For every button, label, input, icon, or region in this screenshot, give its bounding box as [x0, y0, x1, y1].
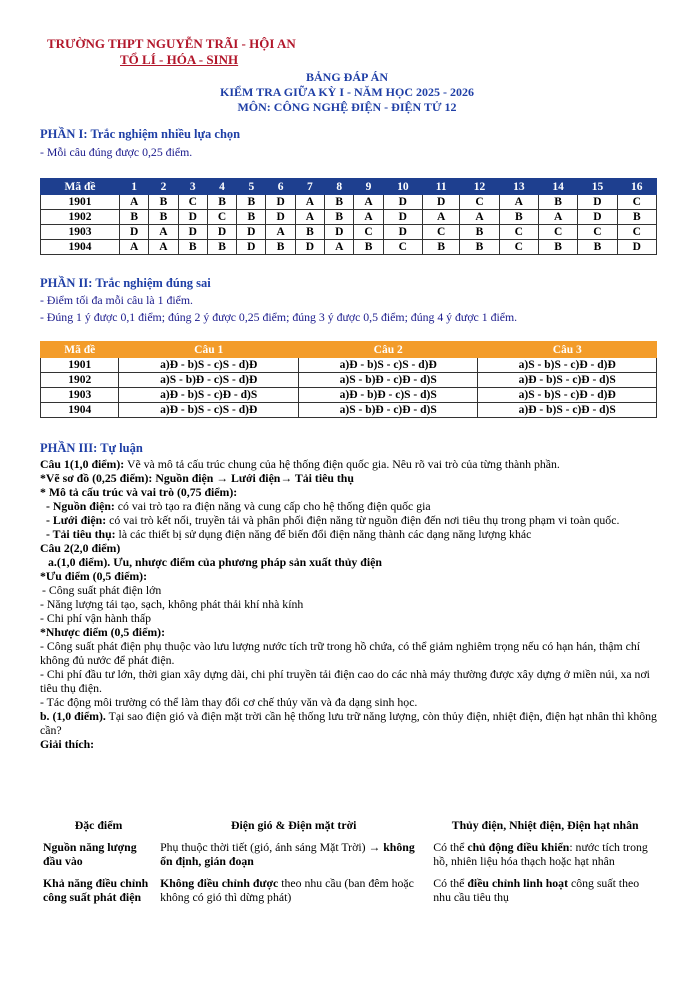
- r1c3-text-a: Có thể: [433, 840, 468, 854]
- part1-answer-cell: A: [422, 210, 459, 225]
- part2-note-1: - Điểm tối đa mỗi câu là 1 điểm.: [40, 293, 193, 307]
- part1-answer-cell: D: [237, 225, 266, 240]
- part1-header-cell: 9: [354, 179, 383, 195]
- part1-answer-cell: A: [354, 210, 383, 225]
- part2-answer-cell: a)S - b)Đ - c)Đ - d)S: [298, 373, 478, 388]
- part2-answer-cell: a)S - b)Đ - c)Đ - d)S: [298, 403, 478, 418]
- comparison-row-input: [40, 838, 660, 874]
- r1c2-text: Phụ thuộc thời tiết (gió, ánh sáng Mặt Trời) →: [160, 840, 384, 854]
- part1-answer-cell: C: [499, 240, 538, 255]
- part1-header-cell: 2: [149, 179, 178, 195]
- q1-diagram: *Vẽ sơ đồ (0,25 điểm): Nguồn điện → Lưới điện→ Tải tiêu thụ: [40, 471, 354, 485]
- q1-grid-label: - Lưới điện:: [46, 513, 107, 527]
- comparison-header-row: [40, 816, 660, 838]
- part1-header-row: [41, 179, 657, 195]
- part1-header-cell: 4: [207, 179, 236, 195]
- part1-answer-cell: C: [178, 195, 207, 210]
- part1-answer-cell: A: [295, 195, 324, 210]
- part1-answer-cell: B: [207, 195, 236, 210]
- comparison-header-conventional: Thủy điện, Nhiệt điện, Điện hạt nhân: [451, 818, 639, 832]
- disadvantage-1: - Công suất phát điện phụ thuộc vào lưu lượng nước tích trữ trong hồ chứa, có thể giảm nghiêm trọng nếu có hạn hán, thậm chí không đủ nước để phát điện.: [40, 639, 641, 667]
- advantages-title: *Ưu điểm (0,5 điểm):: [40, 569, 148, 583]
- exam-title: KIỂM TRA GIỮA KỲ I - NĂM HỌC 2025 - 2026: [219, 85, 474, 99]
- part1-answer-cell: C: [538, 225, 577, 240]
- department-name: TỔ LÍ - HÓA - SINH: [120, 52, 239, 67]
- part1-answer-cell: C: [460, 195, 499, 210]
- q2b-label: b. (1,0 điểm).: [40, 709, 106, 723]
- part1-answer-cell: D: [383, 195, 422, 210]
- part1-answer-cell: A: [499, 195, 538, 210]
- part2-row: [41, 388, 657, 403]
- part1-note: - Mỗi câu đúng được 0,25 điểm.: [40, 145, 193, 159]
- part2-answer-cell: a)Đ - b)S - c)S - d)Đ: [298, 358, 478, 373]
- part1-answer-cell: A: [266, 225, 295, 240]
- part1-answer-cell: D: [207, 225, 236, 240]
- r1c3-text-c: : nước tích trong hồ, nhiên liệu hóa thạch hoặc hạt nhân: [433, 840, 648, 868]
- advantage-1: - Công suất phát điện lớn: [42, 583, 162, 597]
- part2-answer-cell: a)Đ - b)S - c)Đ - d)S: [119, 388, 299, 403]
- part2-answer-cell: a)S - b)S - c)Đ - d)Đ: [478, 358, 657, 373]
- r2c3-bold: điều chỉnh linh hoạt: [467, 876, 569, 890]
- part1-answer-cell: D: [178, 225, 207, 240]
- part1-answer-cell: D: [383, 225, 422, 240]
- part1-answer-cell: A: [295, 210, 324, 225]
- part2-title: PHẦN II: Trắc nghiệm đúng sai: [40, 276, 211, 290]
- part1-answer-cell: B: [178, 240, 207, 255]
- part1-answer-cell: B: [538, 240, 577, 255]
- part1-answer-cell: A: [120, 240, 149, 255]
- part1-answer-cell: D: [266, 210, 295, 225]
- q1-load-text: là các thiết bị sử dụng điện năng để biến đổi điện năng thành các dạng năng lượng khác: [115, 527, 532, 541]
- part2-exam-code: 1901: [41, 358, 119, 373]
- part1-answer-cell: B: [237, 195, 266, 210]
- part1-answer-cell: B: [538, 195, 577, 210]
- school-name: TRƯỜNG THPT NGUYỄN TRÃI - HỘI AN: [47, 36, 296, 51]
- q2b-text: Tại sao điện gió và điện mặt trời cần hệ thống lưu trữ năng lượng, còn thủy điện, nhiệt điện, điện hạt nhân thì không cần?: [40, 709, 657, 737]
- part2-note-2: - Đúng 1 ý được 0,1 điểm; đúng 2 ý được 0,25 điểm; đúng 3 ý được 0,5 điểm; đúng 4 ý được 1 điểm.: [40, 310, 518, 324]
- part1-row: [41, 210, 657, 225]
- part2-answer-table: [40, 341, 657, 418]
- part1-answer-cell: A: [149, 240, 178, 255]
- part1-answer-cell: B: [120, 210, 149, 225]
- part1-answer-cell: D: [578, 195, 617, 210]
- part1-answer-cell: B: [149, 210, 178, 225]
- part1-answer-cell: C: [617, 195, 656, 210]
- part1-title: PHẦN I: Trắc nghiệm nhiều lựa chọn: [40, 127, 241, 141]
- part1-row: [41, 240, 657, 255]
- part1-answer-cell: D: [295, 240, 324, 255]
- part2-answer-cell: a)Đ - b)Đ - c)S - d)S: [298, 388, 478, 403]
- part1-row: [41, 195, 657, 210]
- part2-answer-cell: a)S - b)S - c)Đ - d)Đ: [478, 388, 657, 403]
- q2a-title: a.(1,0 điểm). Ưu, nhược điểm của phương pháp sản xuất thủy điện: [48, 555, 382, 569]
- part2-answer-cell: a)Đ - b)S - c)S - d)Đ: [119, 403, 299, 418]
- part3-title: PHẦN III: Tự luận: [40, 441, 143, 455]
- part1-answer-cell: B: [207, 240, 236, 255]
- part2-row: [41, 358, 657, 373]
- part1-answer-cell: D: [120, 225, 149, 240]
- part1-answer-cell: C: [207, 210, 236, 225]
- part2-row: [41, 373, 657, 388]
- part1-exam-code: 1904: [41, 240, 120, 255]
- part1-header-cell: 15: [578, 179, 617, 195]
- part1-answer-cell: D: [237, 240, 266, 255]
- q1-load-label: - Tải tiêu thụ:: [46, 527, 116, 541]
- q1-source-text: có vai trò tạo ra điện năng và cung cấp cho hệ thống điện quốc gia: [114, 499, 431, 513]
- part1-answer-cell: A: [149, 225, 178, 240]
- r1c3-bold: chủ động điều khiển: [467, 840, 570, 854]
- part1-answer-cell: C: [422, 225, 459, 240]
- part1-answer-cell: B: [325, 210, 354, 225]
- comparison-row-adjust-renewable: [157, 874, 430, 910]
- part1-header-cell: 11: [422, 179, 459, 195]
- comparison-header-renewable: Điện gió & Điện mặt trời: [230, 818, 357, 832]
- r2c2-bold: Không điều chỉnh được: [160, 876, 279, 890]
- r1c2-bold: không ổn định, gián đoạn: [160, 840, 415, 868]
- subject-title: MÔN: CÔNG NGHỆ ĐIỆN - ĐIỆN TỬ 12: [237, 100, 457, 114]
- part1-answer-cell: D: [325, 225, 354, 240]
- part2-row: [41, 403, 657, 418]
- part2-header-cell: Câu 3: [478, 342, 657, 358]
- part2-answer-cell: a)Đ - b)S - c)Đ - d)S: [478, 373, 657, 388]
- part1-exam-code: 1901: [41, 195, 120, 210]
- part1-answer-cell: C: [383, 240, 422, 255]
- part1-answer-cell: D: [383, 210, 422, 225]
- part3-content: [40, 457, 660, 751]
- q2-label: Câu 2(2,0 điểm): [40, 541, 121, 555]
- part1-answer-cell: B: [460, 225, 499, 240]
- part1-header-cell: 14: [538, 179, 577, 195]
- comparison-row-adjust: [40, 874, 660, 910]
- part1-answer-cell: B: [325, 195, 354, 210]
- part2-header-cell: Câu 1: [119, 342, 299, 358]
- part1-header-cell: 8: [325, 179, 354, 195]
- disadvantage-2: - Chi phí đầu tư lớn, thời gian xây dựng dài, chi phí truyền tải điện cao do các nhà máy thường được xây dựng ở miền núi, xa nơi tiêu thụ điện.: [40, 667, 650, 695]
- part1-header-cell: 6: [266, 179, 295, 195]
- part1-header-cell: 1: [120, 179, 149, 195]
- q1-structure: * Mô tả cấu trúc và vai trò (0,75 điểm):: [40, 485, 238, 499]
- comparison-row-input-renewable: [157, 838, 430, 874]
- comparison-row-adjust-conventional: [430, 874, 660, 910]
- part1-answer-cell: B: [578, 240, 617, 255]
- part1-header-cell: 12: [460, 179, 499, 195]
- doc-title: BẢNG ĐÁP ÁN: [305, 70, 388, 84]
- part1-header-cell: 5: [237, 179, 266, 195]
- part1-answer-cell: B: [499, 210, 538, 225]
- part1-answer-cell: C: [617, 225, 656, 240]
- part1-answer-table: [40, 178, 657, 255]
- part1-answer-cell: A: [460, 210, 499, 225]
- part1-answer-cell: D: [578, 210, 617, 225]
- part1-answer-cell: D: [178, 210, 207, 225]
- part2-exam-code: 1904: [41, 403, 119, 418]
- part1-answer-cell: A: [325, 240, 354, 255]
- r2c3-text-c: công suất theo nhu cầu tiêu thụ: [433, 876, 640, 904]
- part1-answer-cell: A: [354, 195, 383, 210]
- part1-exam-code: 1902: [41, 210, 120, 225]
- comparison-table: [40, 816, 660, 910]
- q1-label: Câu 1(1,0 điểm):: [40, 457, 125, 471]
- part1-exam-code: 1903: [41, 225, 120, 240]
- part1-answer-cell: B: [422, 240, 459, 255]
- explain-label: Giải thích:: [40, 737, 95, 751]
- q1-grid-text: có vai trò kết nối, truyền tải và phân phối điện năng từ nguồn điện đến nơi tiêu thụ trong phạm vi toàn quốc.: [106, 513, 620, 527]
- part1-answer-cell: C: [578, 225, 617, 240]
- part1-header-cell: 3: [178, 179, 207, 195]
- part1-answer-cell: C: [499, 225, 538, 240]
- part1-answer-cell: B: [237, 210, 266, 225]
- part2-header-cell: Mã đề: [41, 342, 119, 358]
- part2-header-cell: Câu 2: [298, 342, 478, 358]
- part2-answer-cell: a)Đ - b)S - c)S - d)Đ: [119, 358, 299, 373]
- comparison-row-adjust-label: Khả năng điều chỉnh công suất phát điện: [43, 876, 149, 904]
- part1-row: [41, 225, 657, 240]
- comparison-row-input-label: Nguồn năng lượng đầu vào: [43, 840, 137, 868]
- part1-header-cell: 10: [383, 179, 422, 195]
- part2-header-row: [41, 342, 657, 358]
- part1-header-cell: 13: [499, 179, 538, 195]
- part1-header-cell: 7: [295, 179, 324, 195]
- part1-header-cell: 16: [617, 179, 656, 195]
- disadvantage-3: - Tác động môi trường có thể làm thay đổi cơ chế thủy văn và đa dạng sinh học.: [40, 695, 418, 709]
- part1-header-cell: Mã đề: [41, 179, 120, 195]
- part1-answer-cell: B: [617, 210, 656, 225]
- comparison-row-input-conventional: [430, 838, 660, 874]
- disadvantages-title: *Nhược điểm (0,5 điểm):: [40, 625, 166, 639]
- part1-answer-cell: A: [538, 210, 577, 225]
- r2c2-text: theo nhu cầu (ban đêm hoặc không có gió thì dừng phát): [160, 876, 414, 904]
- part1-answer-cell: B: [266, 240, 295, 255]
- advantage-2: - Năng lượng tái tạo, sạch, không phát thải khí nhà kính: [40, 597, 304, 611]
- q1-text: Vẽ và mô tả cấu trúc chung của hệ thống điện quốc gia. Nêu rõ vai trò của từng thành phần.: [124, 457, 560, 471]
- part1-answer-cell: D: [617, 240, 656, 255]
- part1-answer-cell: B: [149, 195, 178, 210]
- part1-answer-cell: B: [460, 240, 499, 255]
- advantage-3: - Chi phí vận hành thấp: [40, 611, 152, 625]
- part1-answer-cell: B: [295, 225, 324, 240]
- part2-answer-cell: a)Đ - b)S - c)Đ - d)S: [478, 403, 657, 418]
- part1-answer-cell: D: [422, 195, 459, 210]
- part2-exam-code: 1903: [41, 388, 119, 403]
- part1-answer-cell: D: [266, 195, 295, 210]
- part1-answer-cell: A: [120, 195, 149, 210]
- comparison-header-feature: Đặc điểm: [74, 818, 123, 832]
- r2c3-text-a: Có thể: [433, 876, 468, 890]
- part1-answer-cell: B: [354, 240, 383, 255]
- part2-exam-code: 1902: [41, 373, 119, 388]
- part2-answer-cell: a)S - b)Đ - c)S - d)Đ: [119, 373, 299, 388]
- part1-answer-cell: C: [354, 225, 383, 240]
- q1-source-label: - Nguồn điện:: [46, 499, 115, 513]
